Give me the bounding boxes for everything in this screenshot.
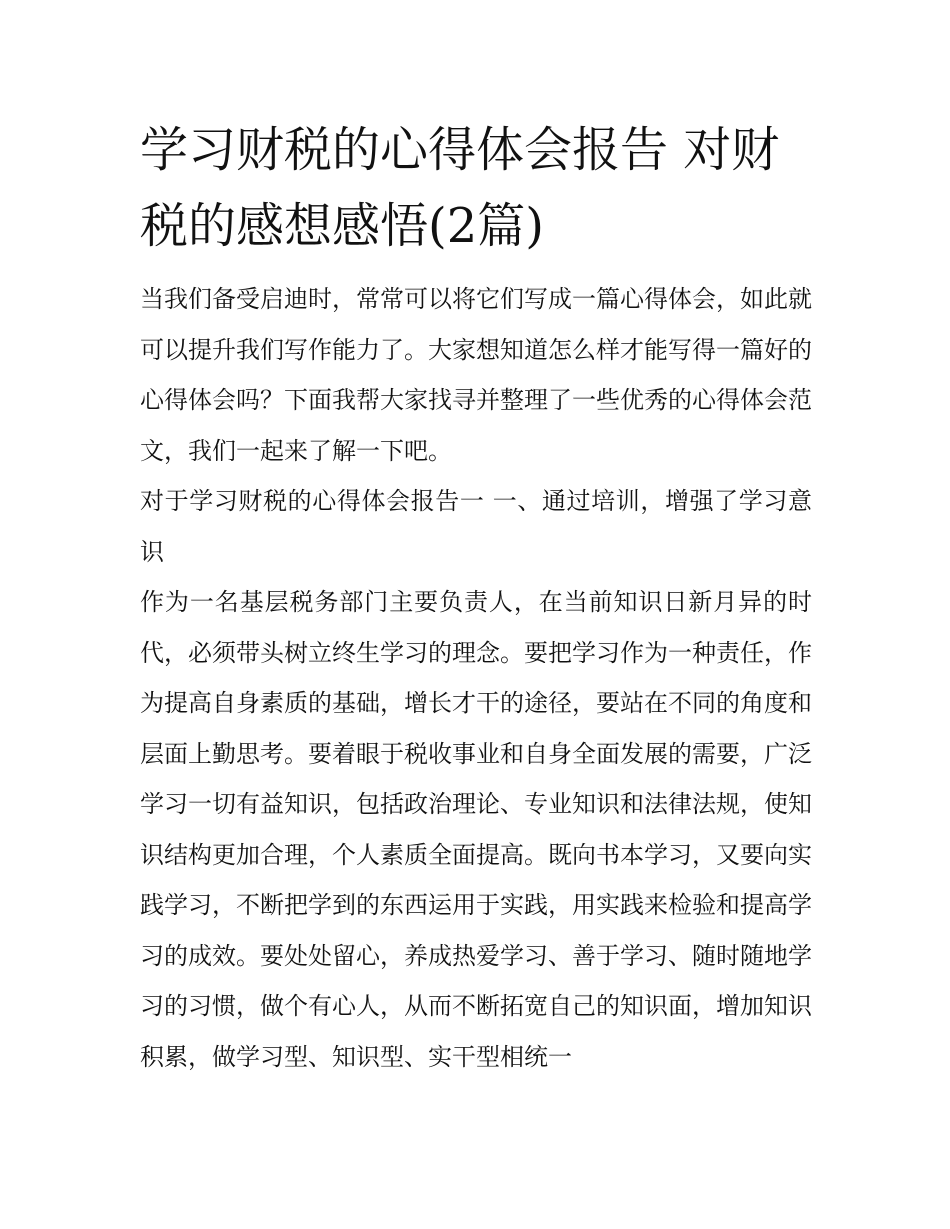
paragraph-section-heading: 对于学习财税的心得体会报告一 一、通过培训，增强了学习意识 (140, 487, 812, 566)
paragraph-intro: 当我们备受启迪时，常常可以将它们写成一篇心得体会，如此就可以提升我们写作能力了。大家想知道怎么样才能写得一篇好的心得体会吗？下面我帮大家找寻并整理了一些优秀的心得体会范文，我们一起来了解一下吧。 (140, 285, 812, 465)
document-title: 学习财税的心得体会报告 对财税的感想感悟(2篇) (140, 122, 780, 254)
paragraph-body: 作为一名基层税务部门主要负责人，在当前知识日新月异的时代，必须带头树立终生学习的理念。要把学习作为一种责任，作为提高自身素质的基础，增长才干的途径，要站在不同的角度和层面上勤思考。要着眼于税收事业和自身全面发展的需要，广泛学习一切有益知识，包括政治理论、专业知识和法律法规，使知识结构更加合理，个人素质全面提高。既向书本学习，又要向实践学习，不断把学到的东西运用于实践，用实践来检验和提高学习的成效。要处处留心，养成热爱学习、善于学习、随时随地学习的习惯，做个有心人，从而不断拓宽自己的知识面，增加知识积累，做学习型、知识型、实干型相统一 (140, 588, 812, 1071)
document-page (140, 112, 812, 1082)
